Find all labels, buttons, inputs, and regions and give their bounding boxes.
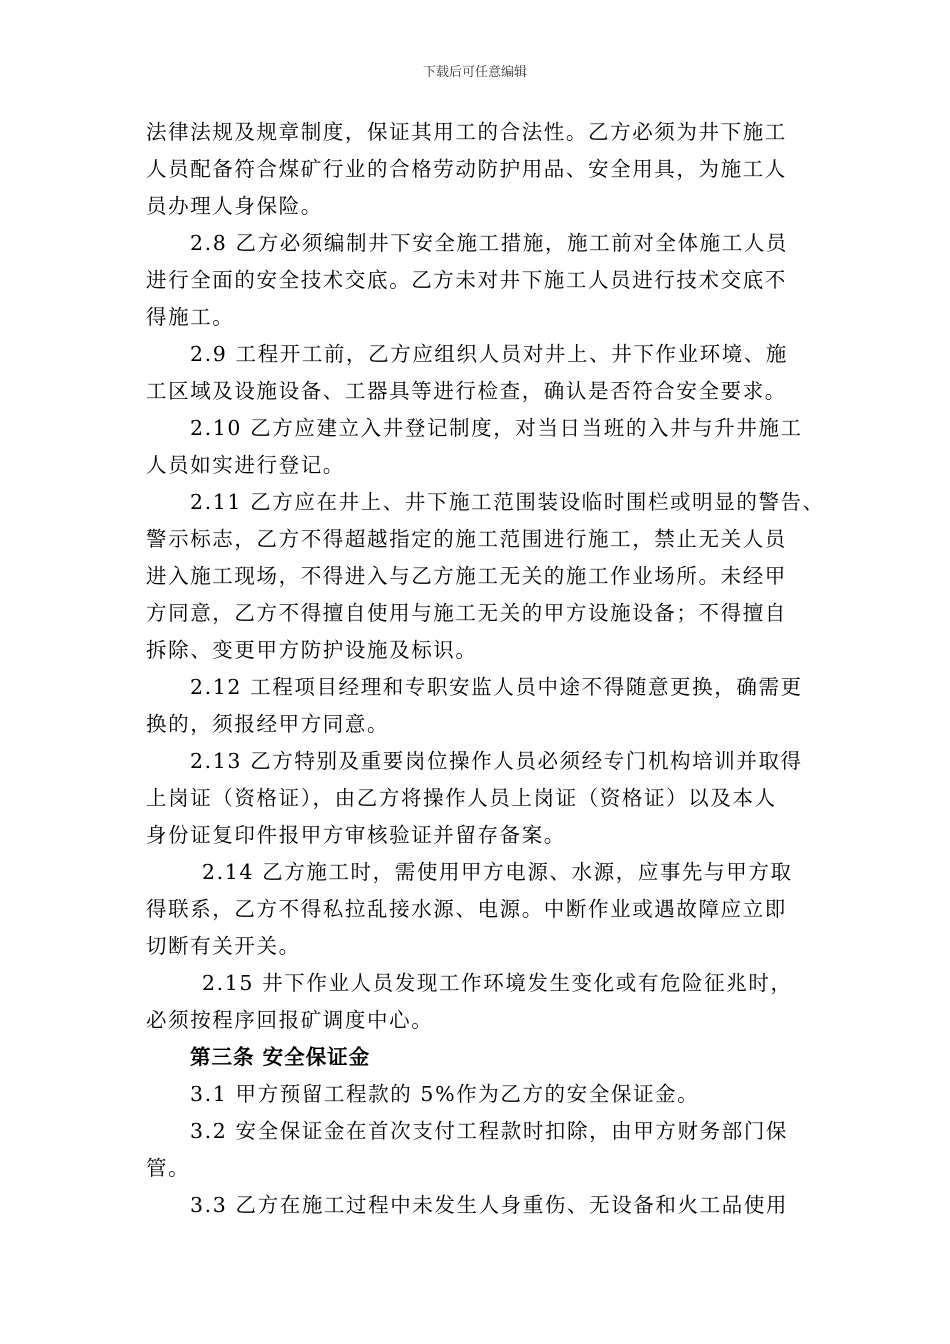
paragraph-line: 方同意，乙方不得擅自使用与施工无关的甲方设施设备；不得擅自 [146,601,787,625]
paragraph-line: 3.1 甲方预留工程款的 5%作为乙方的安全保证金。 [190,1082,700,1106]
paragraph-line: 管。 [146,1156,191,1180]
paragraph-line: 必须按程序回报矿调度中心。 [146,1008,434,1032]
paragraph-line: 人员配备符合煤矿行业的合格劳动防护用品、安全用具，为施工人 [146,157,787,181]
paragraph-line: 2.11 乙方应在井上、井下施工范围装设临时围栏或明显的警告、 [190,490,825,514]
paragraph-line: 2.8 乙方必须编制井下安全施工措施，施工前对全体施工人员 [190,231,789,255]
paragraph-line: 3.2 安全保证金在首次支付工程款时扣除，由甲方财务部门保 [190,1119,789,1143]
paragraph-line: 法律法规及规章制度，保证其用工的合法性。乙方必须为井下施工 [146,120,787,144]
paragraph-line: 3.3 乙方在施工过程中未发生人身重伤、无设备和火工品使用 [190,1193,789,1217]
paragraph-line: 身份证复印件报甲方审核验证并留存备案。 [146,823,566,847]
section-heading: 第三条 安全保证金 [190,1045,371,1069]
paragraph-line: 2.13 乙方特别及重要岗位操作人员必须经专门机构培训并取得 [190,749,803,773]
paragraph-line: 切断有关开关。 [146,934,301,958]
paragraph-line: 员办理人身保险。 [146,194,323,218]
paragraph-line: 2.10 乙方应建立入井登记制度，对当日当班的入井与升井施工 [190,416,803,440]
paragraph-line: 得联系，乙方不得私拉乱接水源、电源。中断作业或遇故障应立即 [146,897,787,921]
paragraph-line: 2.12 工程项目经理和专职安监人员中途不得随意更换，确需更 [190,675,803,699]
paragraph-line: 拆除、变更甲方防护设施及标识。 [146,638,478,662]
paragraph-line: 2.9 工程开工前，乙方应组织人员对井上、井下作业环境、施 [190,342,789,366]
paragraph-line: 人员如实进行登记。 [146,453,345,477]
page-header: 下载后可任意编辑 [422,65,527,80]
paragraph-line: 进行全面的安全技术交底。乙方未对井下施工人员进行技术交底不 [146,268,787,292]
paragraph-line: 2.14 乙方施工时，需使用甲方电源、水源，应事先与甲方取 [202,860,793,884]
paragraph-line: 得施工。 [146,305,235,329]
paragraph-line: 进入施工现场，不得进入与乙方施工无关的施工作业场所。未经甲 [146,564,787,588]
paragraph-line: 2.15 井下作业人员发现工作环境发生变化或有危险征兆时， [202,971,793,995]
document-body [146,114,825,1224]
paragraph-line: 工区域及设施设备、工器具等进行检查，确认是否符合安全要求。 [146,379,787,403]
paragraph-line: 换的，须报经甲方同意。 [146,712,390,736]
paragraph-line: 警示标志，乙方不得超越指定的施工范围进行施工，禁止无关人员 [146,527,787,551]
paragraph-line: 上岗证（资格证），由乙方将操作人员上岗证（资格证）以及本人 [146,786,777,810]
